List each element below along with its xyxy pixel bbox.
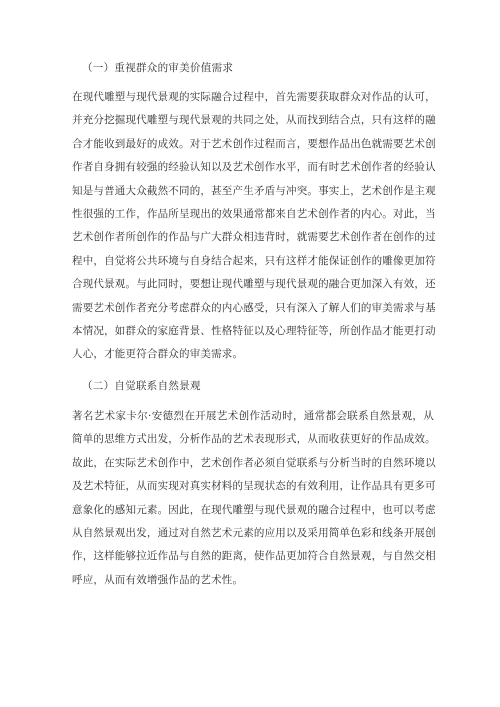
paragraph-line: 需要艺术创作者充分考虑群众的内心感受，只有深入了解人们的审美需求与基 [72, 301, 436, 314]
paragraph-line: 合现代景观。与此同时，要想让现代雕塑与现代景观的融合更加深入有效，还 [72, 278, 436, 291]
paragraph-line: 呼应，从而有效增强作品的艺术性。 [72, 573, 244, 586]
paragraph-line: 著名艺术家卡尔·安德烈在开展艺术创作活动时，通常都会联系自然景观，从 [72, 410, 434, 422]
paragraph-line: 意象化的感知元素。因此，在现代雕塑与现代景观的融合过程中，也可以考虑 [72, 503, 436, 516]
section-heading-1: （一）重视群众的审美价值需求 [82, 62, 234, 74]
paragraph-2 [72, 405, 434, 592]
paragraph-line: 作者自身拥有较强的经验认知以及艺术创作水平，而有时艺术创作者的经验认 [72, 161, 436, 174]
paragraph-line: 简单的思维方式出发，分析作品的艺术表现形式，从而收获更好的作品成效。 [72, 433, 436, 446]
paragraph-line: 故此，在实际艺术创作中，艺术创作者必须自觉联系与分析当时的自然环境以 [72, 456, 436, 469]
paragraph-line: 人心，才能更符合群众的审美需求。 [72, 348, 244, 361]
paragraph-line: 本情况，如群众的家庭背景、性格特征以及心理特征等，所创作品才能更打动 [72, 324, 436, 337]
paragraph-line: 性很强的工作，作品所呈现出的效果通常都来自艺术创作者的内心。对此，当 [72, 207, 436, 220]
paragraph-line: 从自然景观出发，通过对自然艺术元素的应用以及采用简单色彩和线条开展创 [72, 526, 436, 539]
paragraph-line: 合才能收到最好的成效。对于艺术创作过程而言，要想作品出色就需要艺术创 [72, 137, 436, 150]
paragraph-line: 在现代雕塑与现代景观的实际融合过程中，首先需要获取群众对作品的认可， [72, 91, 436, 103]
paragraph-line: 艺术创作者所创作的作品与广大群众相违背时，就需要艺术创作者在创作的过 [72, 231, 436, 244]
paragraph-1 [72, 86, 434, 367]
paragraph-line: 知是与普通大众截然不同的，甚至产生矛盾与冲突。事实上，艺术创作是主观 [72, 184, 436, 197]
paragraph-line: 并充分挖掘现代雕塑与现代景观的共同之处，从而找到结合点，只有这样的融 [72, 114, 436, 127]
paragraph-line: 程中，自觉将公共环境与自身结合起来，只有这样才能保证创作的雕像更加符 [72, 254, 436, 267]
section-heading-2: （二）自觉联系自然景观 [82, 380, 201, 392]
paragraph-line: 作，这样能够拉近作品与自然的距离，使作品更加符合自然景观，与自然交相 [72, 550, 436, 563]
paragraph-line: 及艺术特征，从而实现对真实材料的呈现状态的有效利用，让作品具有更多可 [72, 480, 436, 493]
